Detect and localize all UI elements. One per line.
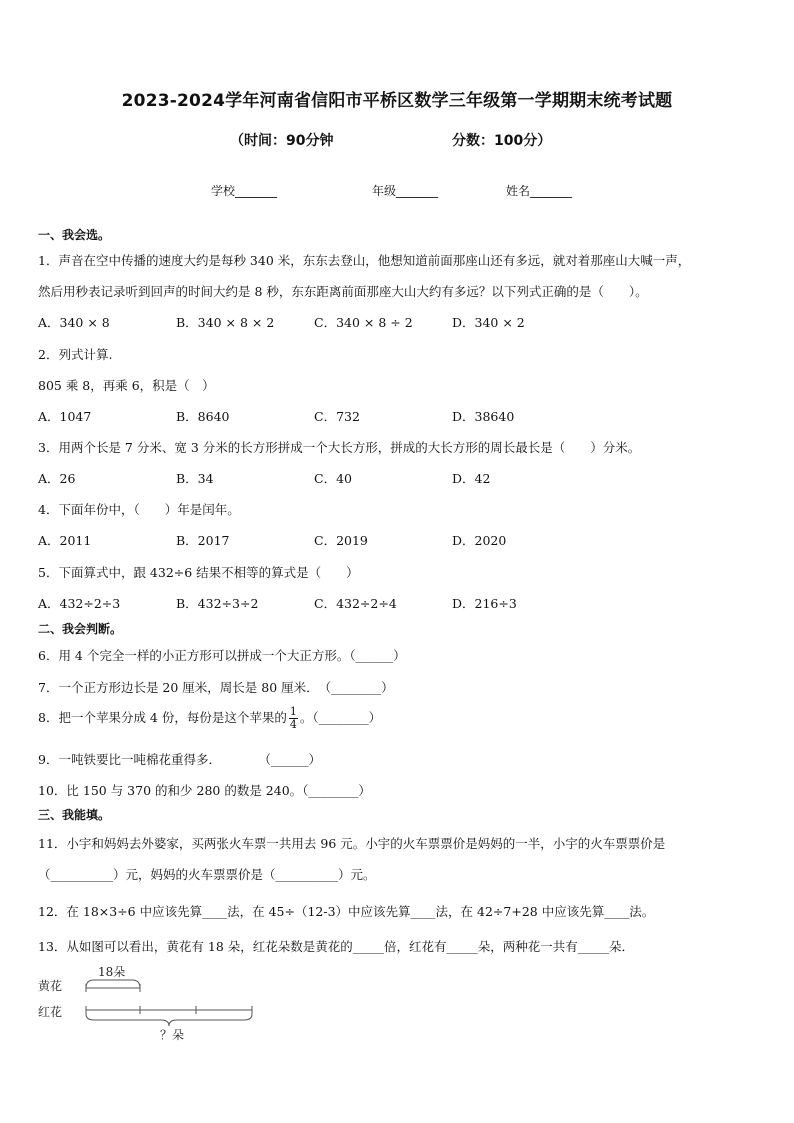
section-heading-fill: 三、我能填。: [38, 808, 111, 822]
option-a[interactable]: A．26: [38, 471, 76, 486]
question-1-line-2: 然后用秒表记录听到回声的时间大约是 8 秒，东东距离前面那座大山大约有多远？以下列式正确的是（ ）。: [38, 284, 648, 299]
option-c[interactable]: C．432÷2÷4: [314, 596, 397, 611]
yellow-flower-label: 黄花: [38, 979, 63, 993]
option-b[interactable]: B．8640: [176, 409, 230, 424]
option-b[interactable]: B．340 × 8 × 2: [176, 315, 275, 330]
question-1-line-1: 1．声音在空中传播的速度大约是每秒 340 米，东东去登山，他想知道前面那座山还有多远，就对着那座山大喊一声，: [38, 253, 691, 268]
option-b[interactable]: B．2017: [176, 533, 230, 548]
question-7: 7．一个正方形边长是 20 厘米，周长是 80 厘米． （________）: [38, 680, 394, 695]
fraction-one-quarter: [289, 706, 298, 731]
question-2-line-1: 2．列式计算.: [38, 347, 113, 362]
question-12: 12．在 18×3÷6 中应该先算____法，在 45÷（12-3）中应该先算____法，在 42÷7+28 中应该先算____法。: [38, 904, 655, 919]
question-13: 13．从如图可以看出，黄花有 18 朵，红花朵数是黄花的_____倍，红花有_____朵，两种花一共有_____朵．: [38, 939, 635, 954]
question-4-line-1: 4．下面年份中，（ ）年是闰年。: [38, 502, 240, 517]
option-c[interactable]: C．340 × 8 ÷ 2: [314, 315, 413, 330]
top-brace: [86, 980, 140, 988]
question-11-line-2: （__________）元，妈妈的火车票票价是（__________）元。: [38, 867, 376, 882]
option-d[interactable]: D．2020: [452, 533, 507, 548]
exam-title: 2023-2024学年河南省信阳市平桥区数学三年级第一学期期末统考试题: [121, 91, 673, 111]
option-a[interactable]: A．2011: [38, 533, 92, 548]
question-8: [38, 706, 381, 731]
option-d[interactable]: D．38640: [452, 409, 515, 424]
question-10: 10．比 150 与 370 的和少 280 的数是 240。（________）: [38, 783, 371, 798]
total-score: 分数：100分）: [452, 133, 552, 149]
time-limit: （时间：90分钟: [230, 133, 334, 149]
red-flower-label: 红花: [38, 1005, 63, 1019]
option-a[interactable]: A．432÷2÷3: [38, 596, 121, 611]
question-11-line-1: 11．小宇和妈妈去外婆家，买两张火车票一共用去 96 元。小宇的火车票票价是妈妈的一半，小宇的火车票票价是: [38, 836, 666, 851]
option-c[interactable]: C．40: [314, 471, 352, 486]
bottom-brace: [86, 1014, 252, 1026]
flower-segment-diagram: [36, 962, 266, 1042]
option-d[interactable]: D．42: [452, 471, 491, 486]
section-heading-choice: 一、我会选。: [38, 228, 111, 242]
grade-field: 年级_______: [372, 184, 439, 198]
yellow-count-label: 18朵: [98, 965, 126, 979]
school-field: 学校_______: [211, 184, 278, 198]
question-8-suffix: 。（________）: [299, 710, 382, 725]
fraction-denominator: 4: [289, 718, 297, 731]
question-2-line-2: 805 乘 8，再乘 6，积是（ ）: [38, 378, 215, 393]
option-b[interactable]: B．432÷3÷2: [176, 596, 259, 611]
option-b[interactable]: B．34: [176, 471, 214, 486]
option-d[interactable]: D．340 × 2: [452, 315, 525, 330]
question-8-prefix: 8．把一个苹果分成 4 份，每份是这个苹果的: [38, 710, 287, 725]
question-3-line-1: 3．用两个长是 7 分米、宽 3 分米的长方形拼成一个大长方形，拼成的大长方形的周长最长是（ ）分米。: [38, 440, 641, 455]
name-field: 姓名_______: [506, 184, 573, 198]
total-count-label: ？朵: [160, 1028, 185, 1042]
option-a[interactable]: A．340 × 8: [38, 315, 110, 330]
question-6: 6．用 4 个完全一样的小正方形可以拼成一个大正方形。（______）: [38, 648, 406, 663]
option-a[interactable]: A．1047: [38, 409, 92, 424]
option-d[interactable]: D．216÷3: [452, 596, 517, 611]
question-9: 9．一吨铁要比一吨棉花重得多． （______）: [38, 752, 321, 767]
fraction-numerator: 1: [289, 705, 297, 718]
option-c[interactable]: C．2019: [314, 533, 368, 548]
question-5-line-1: 5．下面算式中，跟 432÷6 结果不相等的算式是（ ）: [38, 565, 359, 580]
segment-diagram-svg: [36, 962, 266, 1042]
section-heading-judge: 二、我会判断。: [38, 622, 123, 636]
option-c[interactable]: C．732: [314, 409, 360, 424]
